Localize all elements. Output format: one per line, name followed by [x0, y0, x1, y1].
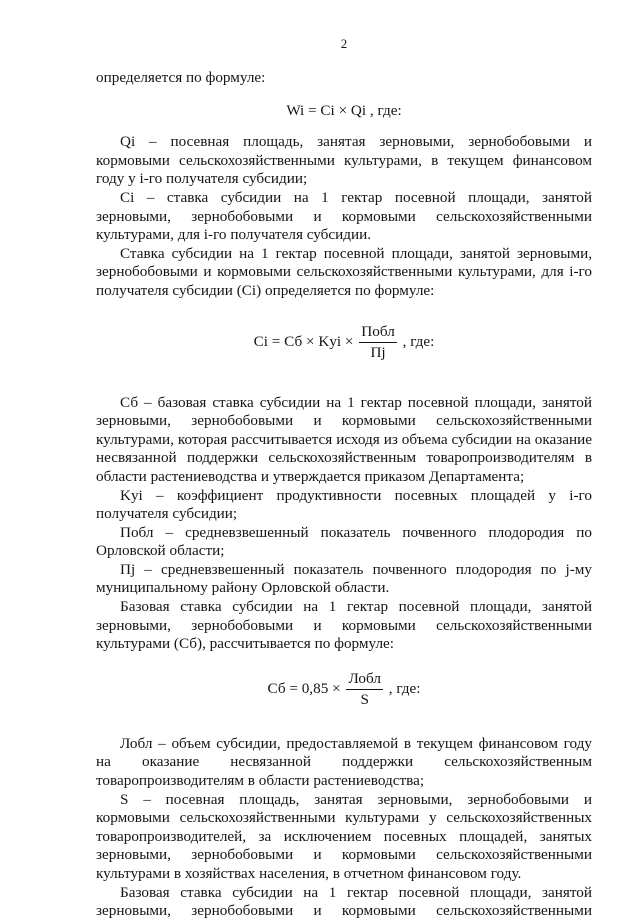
- formula-sb-fraction: [346, 670, 382, 709]
- paragraph-sb-continued-line2: зерновыми, зернобобовыми и кормовыми сельскохозяйственными: [96, 902, 592, 920]
- formula-sb-numerator: Лобл: [346, 670, 382, 690]
- formula-wi: Wi = Ci × Qi , где:: [286, 101, 402, 119]
- formula-ci-numerator: Побл: [359, 323, 397, 343]
- formula-ci: [96, 323, 592, 362]
- definition-s: S – посевная площадь, занятая зерновыми, зернобобовыми и кормовыми сельскохозяйственными культурами у сельскохозяйственных товаропроизводителей, за исключением посевных площадей, занятых зерновыми, зернобобовыми и кормовыми сельскохозяйственными культурами в хозяйствах населения, в отчетном финансовом году.: [96, 790, 592, 882]
- formula-sb-left: Сб = 0,85 ×: [267, 679, 341, 697]
- paragraph-sb-rate: Базовая ставка субсидии на 1 гектар посевной площади, занятой зерновыми, зернобобовыми и кормовыми сельскохозяйственными культурами (Сб), рассчитывается по формуле:: [96, 598, 592, 653]
- page-number: 2: [340, 36, 348, 51]
- definition-kyi: Kyi – коэффициент продуктивности посевных площадей у i-го получателя субсидии;: [96, 486, 592, 523]
- formula-ci-right: , где:: [402, 332, 435, 350]
- formula-sb-denominator: S: [360, 690, 369, 708]
- formula-ci-fraction: [359, 323, 397, 362]
- definition-lobl: Лобл – объем субсидии, предоставляемой в текущем финансовом году на оказание несвязанной поддержки сельскохозяйственным товаропроизводителям в области растениеводства;: [96, 734, 592, 790]
- paragraph-sb-continued-line1: Базовая ставка субсидии на 1 гектар посевной площади, занятой: [120, 883, 592, 901]
- formula-sb: [96, 670, 592, 709]
- formula-ci-left: Ci = Сб × Kyi ×: [253, 332, 354, 350]
- definition-sb: Сб – базовая ставка субсидии на 1 гектар посевной площади, занятой зерновыми, зернобобовыми и кормовыми сельскохозяйственными культурами, которая рассчитывается исходя из объема субсидии на оказание несвязанной поддержки сельскохозяйственным товаропроизводителям в области растениеводства и утверждается приказом Департамента;: [96, 393, 592, 485]
- formula-sb-right: , где:: [388, 679, 421, 697]
- definition-pobl: Побл – средневзвешенный показатель почвенного плодородия по Орловской области;: [96, 523, 592, 560]
- definition-ci: Ci – ставка субсидии на 1 гектар посевной площади, занятой зерновыми, зернобобовыми и кормовыми сельскохозяйственными культурами, для i-го получателя субсидии.: [96, 188, 592, 244]
- definition-pj: Пj – средневзвешенный показатель почвенного плодородия по j-му муниципальному району Орловской области.: [96, 560, 592, 597]
- definition-qi: Qi – посевная площадь, занятая зерновыми, зернобобовыми и кормовыми сельскохозяйственными культурами, в текущем финансовом году у i-го получателя субсидии;: [96, 133, 592, 188]
- intro-line: определяется по формуле:: [96, 69, 266, 86]
- paragraph-ci-rate: Ставка субсидии на 1 гектар посевной площади, занятой зерновыми, зернобобовыми и кормовыми сельскохозяйственными культурами, для i-го получателя субсидии (Ci) определяется по формуле:: [96, 244, 592, 299]
- formula-ci-denominator: Пj: [370, 343, 386, 361]
